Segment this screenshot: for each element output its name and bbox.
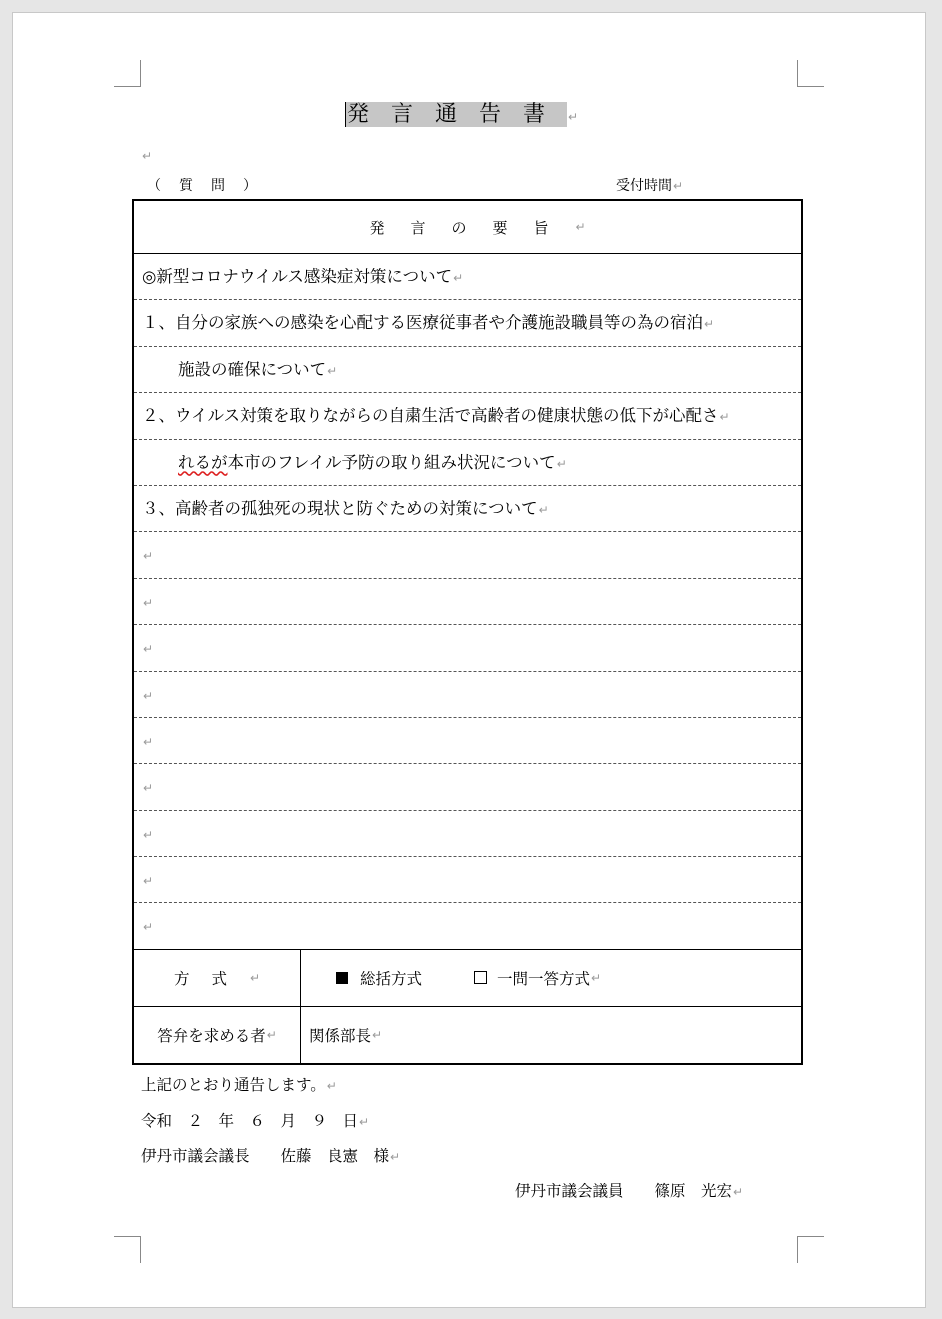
paragraph-mark-icon: ↵ (591, 970, 602, 985)
unchecked-box-icon (474, 971, 487, 984)
method-option-summary[interactable] (336, 967, 422, 989)
table-row[interactable] (134, 718, 801, 764)
table-row[interactable] (134, 532, 801, 578)
paragraph-mark-icon: ↵ (143, 688, 154, 703)
spelling-flagged-text: れるが (178, 452, 228, 472)
paragraph-mark-icon: ↵ (143, 781, 154, 796)
paragraph-mark-icon: ↵ (326, 1079, 337, 1093)
row-text-rest: 本市のフレイル予防の取り組み状況について (227, 452, 556, 472)
method-options-cell[interactable] (301, 950, 601, 1006)
paragraph-mark-icon: ↵ (733, 1185, 744, 1199)
respondent-label-cell[interactable] (134, 1007, 301, 1063)
checked-box-icon (336, 972, 348, 984)
paragraph-mark-icon: ↵ (372, 1027, 383, 1042)
crop-mark-bottom-left (114, 1236, 141, 1263)
table-row[interactable] (134, 764, 801, 810)
sender-text: 伊丹市議会議員 篠原 光宏 (515, 1182, 733, 1200)
paragraph-mark-icon: ↵ (143, 549, 154, 564)
paragraph-mark-icon: ↵ (143, 595, 154, 610)
row-text: ２、ウイルス対策を取りながらの自粛生活で高齢者の健康状態の低下が心配さ (142, 406, 719, 426)
row-text: ◎新型コロナウイルス感染症対策について (142, 267, 453, 286)
paragraph-mark-icon: ↵ (143, 642, 154, 657)
document-title[interactable] (345, 99, 578, 130)
row-text (178, 453, 556, 472)
addressee-line[interactable] (141, 1144, 400, 1166)
paragraph-mark-icon: ↵ (143, 827, 154, 842)
date-text: 令和 ２ 年 ６ 月 ９ 日 (141, 1112, 359, 1130)
paragraph-mark-icon: ↵ (143, 920, 154, 935)
method-label: 方式 (173, 969, 249, 988)
crop-mark-bottom-right (797, 1236, 824, 1263)
table-row[interactable] (134, 347, 801, 393)
paragraph-mark-icon: ↵ (453, 271, 464, 285)
statement-text: 上記のとおり通告します。 (141, 1076, 326, 1094)
table-row[interactable] (134, 486, 801, 532)
method-option-one-by-one-label: 一問一答方式 (497, 969, 591, 988)
date-line[interactable] (141, 1109, 369, 1131)
paragraph-mark-icon: ↵ (704, 317, 715, 332)
paragraph-mark-icon: ↵ (719, 410, 730, 425)
table-header[interactable] (134, 201, 801, 254)
table-row[interactable] (134, 579, 801, 625)
respondent-row (134, 1007, 801, 1063)
title-text[interactable]: 発言通告書 (347, 102, 568, 127)
method-row (134, 950, 801, 1007)
paragraph-mark-icon: ↵ (568, 110, 579, 124)
paragraph-mark-icon: ↵ (142, 149, 153, 163)
method-option-one-by-one[interactable] (474, 967, 601, 989)
paragraph-mark-icon: ↵ (538, 502, 549, 517)
paragraph-mark-icon: ↵ (266, 1027, 277, 1042)
table-row[interactable] (134, 672, 801, 718)
paragraph-mark-icon: ↵ (327, 363, 338, 378)
table-row[interactable] (134, 440, 801, 486)
paragraph-mark-icon: ↵ (249, 970, 261, 985)
document-page (12, 12, 926, 1308)
paragraph-mark-icon: ↵ (575, 220, 586, 234)
crop-mark-top-left (114, 60, 141, 87)
crop-mark-top-right (797, 60, 824, 87)
paragraph-mark-icon: ↵ (143, 734, 154, 749)
paragraph-mark-icon: ↵ (673, 179, 684, 193)
table-row[interactable] (134, 811, 801, 857)
method-option-summary-label: 総括方式 (360, 969, 423, 988)
respondent-value: 関係部長 (309, 1026, 372, 1045)
table-row[interactable] (134, 625, 801, 671)
row-text: ３、高齢者の孤独死の現状と防ぐための対策について (142, 498, 538, 518)
method-label-cell[interactable] (134, 950, 301, 1006)
empty-paragraph[interactable] (141, 149, 152, 164)
respondent-value-cell[interactable] (301, 1007, 382, 1063)
received-time-label[interactable] (616, 175, 683, 195)
row-text: １、自分の家族への感染を心配する医療従事者や介護施設職員等の為の宿泊 (142, 313, 703, 333)
table-row[interactable] (134, 857, 801, 903)
addressee-text: 伊丹市議会議長 佐藤 良憲 様 (141, 1147, 390, 1165)
row-text: 施設の確保について (178, 359, 327, 379)
respondent-label: 答弁を求める者 (157, 1026, 266, 1045)
question-label[interactable]: （ 質 問 ） (147, 178, 259, 194)
paragraph-mark-icon: ↵ (556, 456, 567, 471)
table-row[interactable] (134, 393, 801, 439)
received-time-text: 受付時間 (616, 178, 672, 194)
statement-line[interactable] (141, 1073, 337, 1095)
paragraph-mark-icon: ↵ (143, 874, 154, 889)
table-row[interactable] (134, 254, 801, 300)
sender-line[interactable] (515, 1179, 743, 1201)
table-row[interactable] (134, 903, 801, 949)
notice-table (132, 199, 803, 1065)
paragraph-mark-icon: ↵ (359, 1115, 370, 1129)
table-row[interactable] (134, 300, 801, 346)
table-header-text: 発言の要旨 (369, 218, 575, 237)
paragraph-mark-icon: ↵ (390, 1150, 401, 1164)
